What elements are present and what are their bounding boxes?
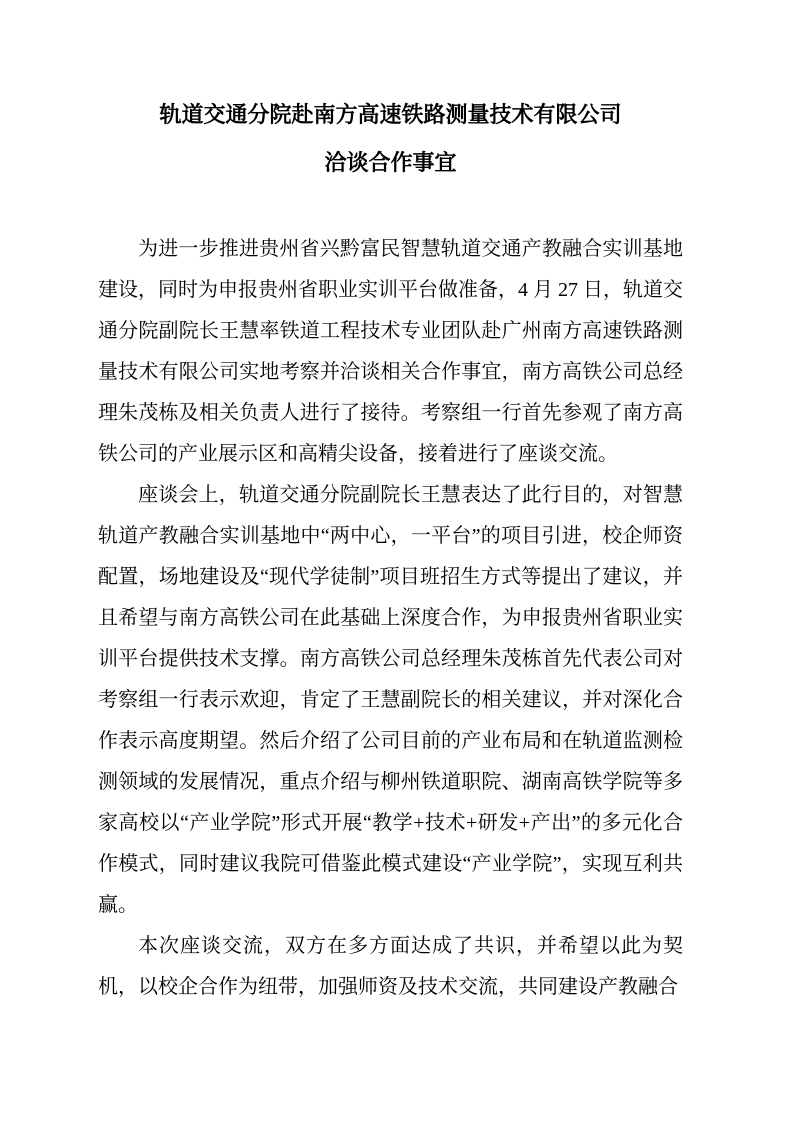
- document-title: [98, 91, 683, 187]
- paragraph-3: 本次座谈交流，双方在多方面达成了共识，并希望以此为契机，以校企合作为纽带，加强师资及技术交流，共同建设产教融合: [98, 935, 683, 998]
- title-line-2: 洽谈合作事宜: [324, 150, 457, 175]
- paragraph-2: 座谈会上，轨道交通分院副院长王慧表达了此行目的，对智慧轨道产教融合实训基地中“两中心，一平台”的项目引进，校企师资配置，场地建设及“现代学徒制”项目班招生方式等提出了建议，并且希望与南方高铁公司在此基础上深度合作，为申报贵州省职业实训平台提供技术支撑。南方高铁公司总经理朱茂栋首先代表公司对考察组一行表示欢迎，肯定了王慧副院长的相关建议，并对深化合作表示高度期望。然后介绍了公司目前的产业布局和在轨道监测检测领域的发展情况，重点介绍与柳州铁道职院、湖南高铁学院等多家高校以“产业学院”形式开展“教学+技术+研发+产出”的多元化合作模式，同时建议我院可借鉴此模式建设“产业学院”，实现互利共赢。: [98, 484, 683, 916]
- title-line-1: 轨道交通分院赴南方高速铁路测量技术有限公司: [159, 102, 622, 127]
- paragraph-1: 为进一步推进贵州省兴黔富民智慧轨道交通产教融合实训基地建设，同时为申报贵州省职业实训平台做准备，4 月 27 日，轨道交通分院副院长王慧率铁道工程技术专业团队赴广州南方高速铁路测量技术有限公司实地考察并洽谈相关合作事宜，南方高铁公司总经理朱茂栋及相关负责人进行了接待。考察组一行首先参观了南方高铁公司的产业展示区和高精尖设备，接着进行了座谈交流。: [98, 238, 683, 465]
- document-body: [98, 229, 683, 1008]
